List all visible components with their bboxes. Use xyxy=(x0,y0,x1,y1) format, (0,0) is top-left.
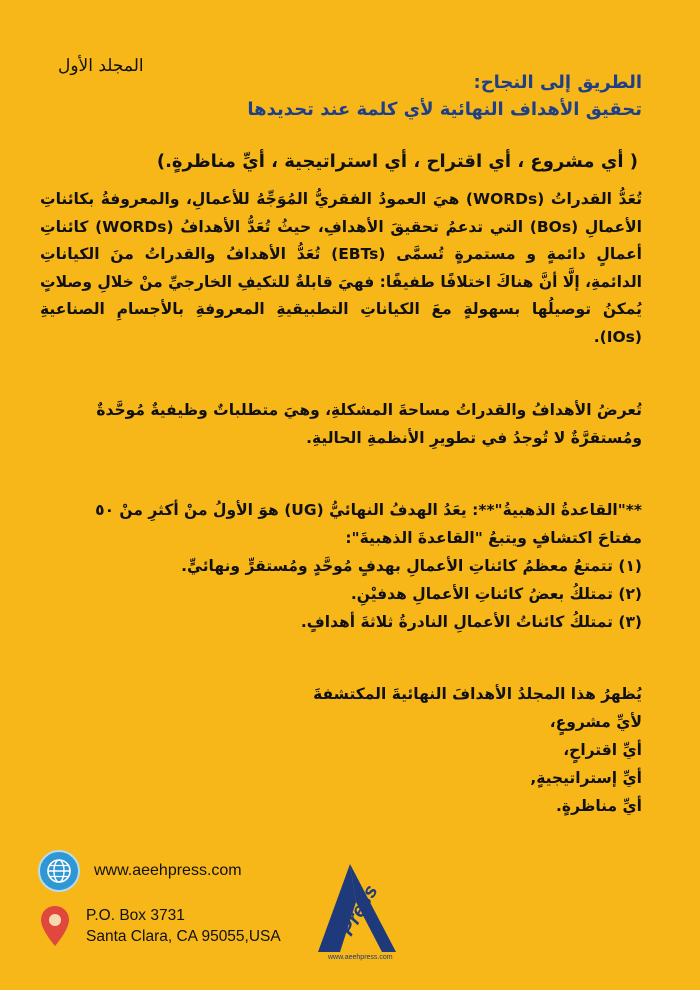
aeeh-press-logo xyxy=(310,862,400,962)
paragraph-3 xyxy=(40,496,642,636)
contact-address xyxy=(40,905,281,947)
logo-brand-text: Press xyxy=(336,881,383,940)
location-pin-icon xyxy=(40,905,70,947)
paragraph-2: تُعرضُ الأهدافُ والقدراتُ مساحةَ المشكلةِ، وهيَ متطلباتٌ وظيفيةٌ مُوحَّدةٌ ومُستقرَّةٌ لا تُوجدُ في تطويرِ الأنظمةِ الحاليةِ. xyxy=(96,401,642,447)
golden-rule-item: (٢) تمتلكُ بعضُ كائناتِ الأعمالِ هدفيْنِ. xyxy=(350,585,642,603)
title-line-1: الطريق إلى النجاح: xyxy=(473,72,642,93)
address-line-2: Santa Clara, CA 95055,USA xyxy=(86,928,281,945)
golden-rule-line-1: **"القاعدةُ الذهبيةُ"**: يعَدُ الهدفُ النهائيُّ (UG) هوَ الأولُ منْ أكثرِ منْ ٥٠ xyxy=(95,501,642,519)
golden-rule-line-2: مفتاحَ اكتشافٍ ويتبعُ "القاعدةَ الذهبيةَ": xyxy=(345,529,642,547)
volume-item: أيِّ مناظرةٍ. xyxy=(556,797,642,815)
title-line-2: تحقيق الأهداف النهائية لأي كلمة عند تحديدها xyxy=(247,99,642,120)
title-block xyxy=(82,70,642,124)
subtitle: ( أي مشروع ، أي اقتراح ، أي استراتيجية ، أيِّ مناظرةٍ.) xyxy=(156,151,638,172)
golden-rule-item: (١) تتمتعُ معظمُ كائناتِ الأعمالِ بهدفٍ مُوحَّدٍ ومُستقرٍّ ونهائيٍّ. xyxy=(181,557,642,575)
globe-icon xyxy=(38,850,80,892)
paragraph-4 xyxy=(40,680,642,820)
volume-item: أيِّ اقتراحٍ، xyxy=(563,741,642,759)
website-link[interactable]: www.aeehpress.com xyxy=(94,862,242,879)
volume-item: أيِّ إستراتيجيةٍ, xyxy=(530,769,642,787)
golden-rule-item: (٣) تمتلكُ كائناتُ الأعمالِ النادرةُ ثلاثةَ أهدافٍ. xyxy=(300,613,642,631)
paragraph-1: تُعَدُّ القدراتُ (WORDs) هيَ العمودُ الفقريُّ المُوَجِّهُ للأعمالِ، والمعروفةُ بكائناتِ الأعمالِ (BOs) التي تدعمُ تحقيقَ الأهدافِ، حيثُ تُعَدُّ الأهدافُ (WORDs) كائناتِ أعمالٍ دائمةٍ و مستمرةٍ تُسمَّى (EBTs) تُعَدُّ الأهدافُ والقدراتُ منَ الكياناتِ الدائمةِ، إلَّا أنَّ هناكَ اختلافًا طفيفًا: فهيَ قابلةٌ للتكيفِ الخارجيِّ منْ خلالِ وصلاتٍ يُمكنُ توصيلُها بسهولةٍ معَ الكياناتِ التطبيقيةِ المعروفةِ بالأجسامِ الصناعيةِ (IOs). xyxy=(40,190,643,346)
volume-label: المجلد الأول xyxy=(58,56,144,76)
volume-intro: يُظهرُ هذا المجلدُ الأهدافَ النهائيةَ المكتشفةَ xyxy=(313,685,642,703)
logo-url-text: www.aeehpress.com xyxy=(328,954,393,961)
contact-website xyxy=(38,850,242,892)
address-line-1: P.O. Box 3731 xyxy=(86,907,185,924)
volume-item: لأيِّ مشروعٍ، xyxy=(549,713,642,731)
